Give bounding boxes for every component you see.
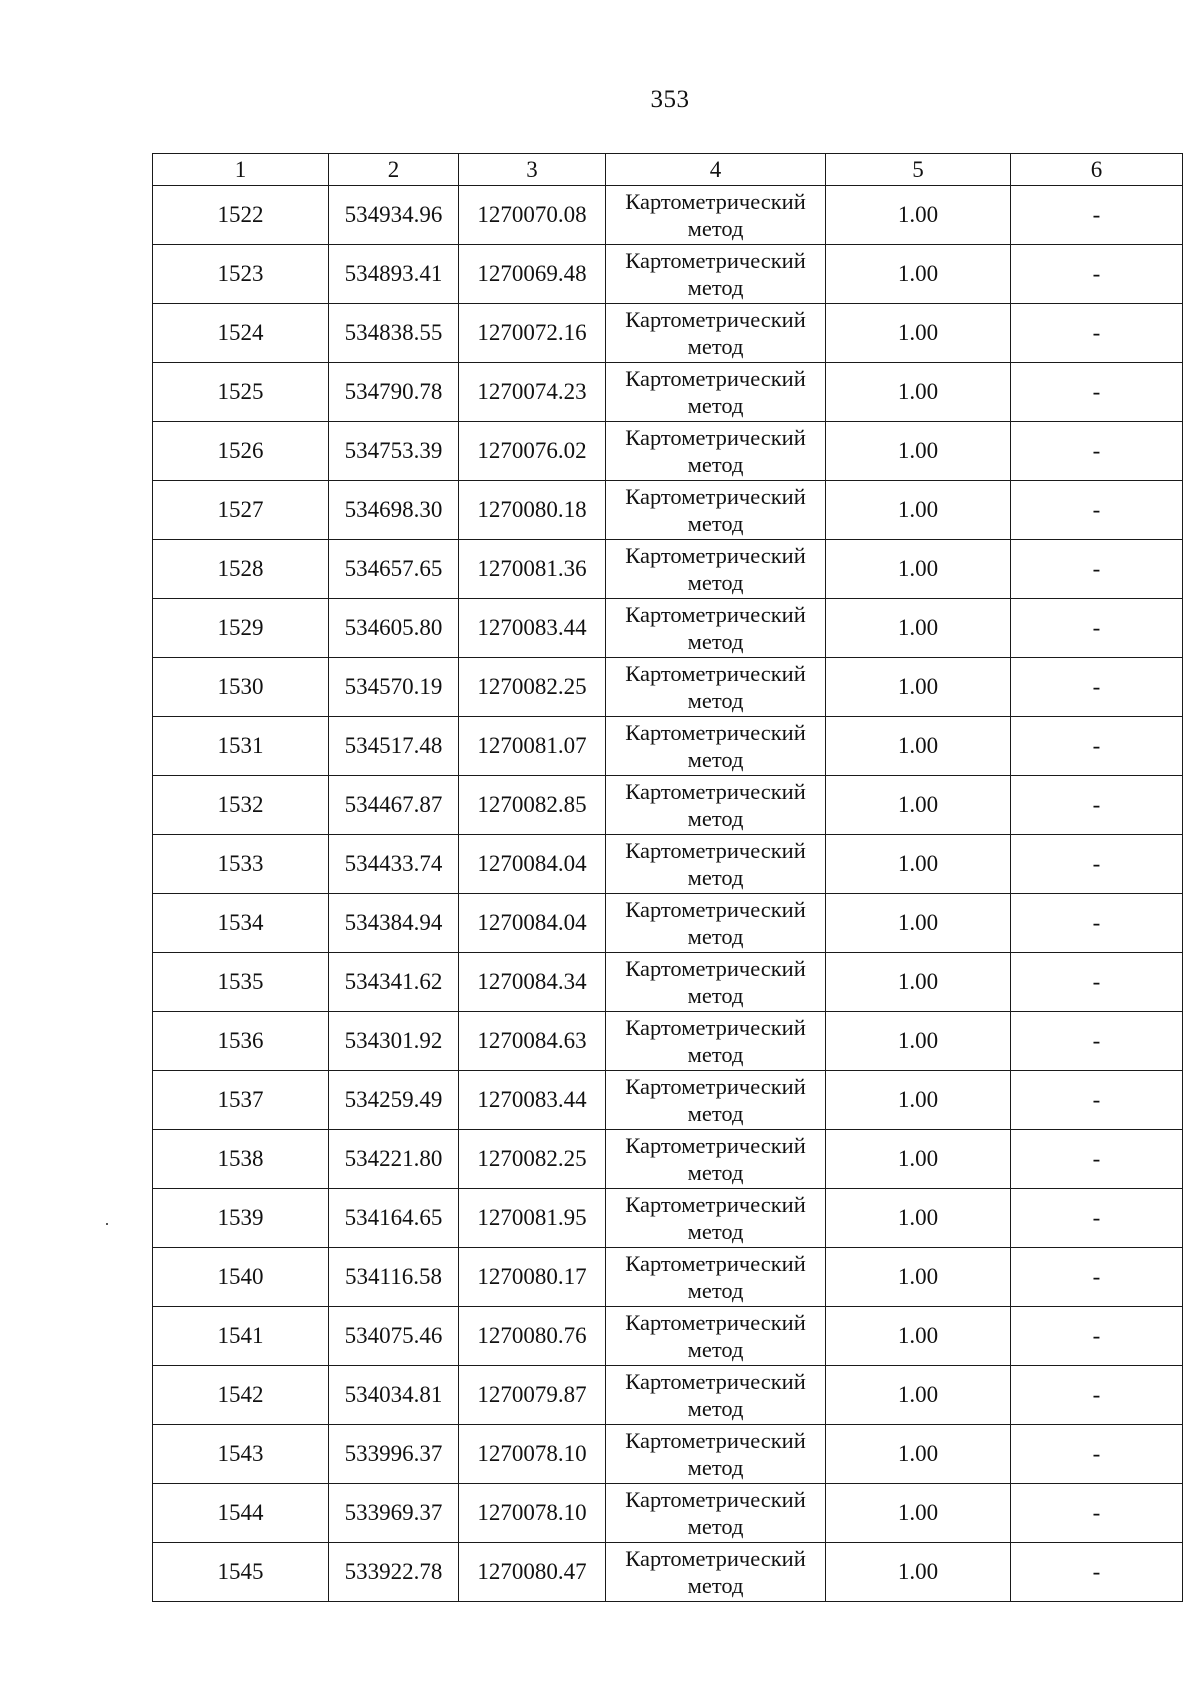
x-coordinate-cell: 534605.80 <box>329 599 459 658</box>
accuracy-cell: 1.00 <box>826 1130 1011 1189</box>
method-line-2: метод <box>687 983 744 1008</box>
point-number-cell: 1543 <box>153 1425 329 1484</box>
accuracy-cell: 1.00 <box>826 1425 1011 1484</box>
method-line-1: Картометрический <box>625 602 806 627</box>
method-line-2: метод <box>687 452 744 477</box>
method-line-2: метод <box>687 1455 744 1480</box>
method-line-1: Картометрический <box>625 425 806 450</box>
x-coordinate-cell: 534384.94 <box>329 894 459 953</box>
table-row <box>153 1248 1183 1307</box>
method-cell <box>606 540 826 599</box>
note-cell: - <box>1011 1307 1183 1366</box>
y-coordinate-cell: 1270072.16 <box>459 304 606 363</box>
x-coordinate-cell: 534838.55 <box>329 304 459 363</box>
table-row <box>153 1425 1183 1484</box>
method-cell <box>606 599 826 658</box>
point-number-cell: 1534 <box>153 894 329 953</box>
note-cell: - <box>1011 1189 1183 1248</box>
point-number-cell: 1538 <box>153 1130 329 1189</box>
method-cell <box>606 953 826 1012</box>
y-coordinate-cell: 1270082.85 <box>459 776 606 835</box>
method-line-1: Картометрический <box>625 248 806 273</box>
method-line-1: Картометрический <box>625 484 806 509</box>
table-row <box>153 245 1183 304</box>
note-cell: - <box>1011 658 1183 717</box>
note-cell: - <box>1011 1543 1183 1602</box>
y-coordinate-cell: 1270076.02 <box>459 422 606 481</box>
method-line-2: метод <box>687 1042 744 1067</box>
method-cell <box>606 186 826 245</box>
header-col-2: 2 <box>329 154 459 186</box>
x-coordinate-cell: 534034.81 <box>329 1366 459 1425</box>
table-row <box>153 835 1183 894</box>
note-cell: - <box>1011 304 1183 363</box>
y-coordinate-cell: 1270083.44 <box>459 1071 606 1130</box>
table-row <box>153 1130 1183 1189</box>
x-coordinate-cell: 534657.65 <box>329 540 459 599</box>
accuracy-cell: 1.00 <box>826 717 1011 776</box>
x-coordinate-cell: 534221.80 <box>329 1130 459 1189</box>
note-cell: - <box>1011 481 1183 540</box>
x-coordinate-cell: 533922.78 <box>329 1543 459 1602</box>
note-cell: - <box>1011 835 1183 894</box>
table-row <box>153 540 1183 599</box>
table-row <box>153 1366 1183 1425</box>
note-cell: - <box>1011 953 1183 1012</box>
point-number-cell: 1533 <box>153 835 329 894</box>
method-line-2: метод <box>687 629 744 654</box>
method-line-1: Картометрический <box>625 1133 806 1158</box>
accuracy-cell: 1.00 <box>826 1307 1011 1366</box>
accuracy-cell: 1.00 <box>826 894 1011 953</box>
method-line-2: метод <box>687 275 744 300</box>
table-row <box>153 186 1183 245</box>
method-line-1: Картометрический <box>625 1369 806 1394</box>
method-line-1: Картометрический <box>625 543 806 568</box>
note-cell: - <box>1011 1012 1183 1071</box>
note-cell: - <box>1011 1425 1183 1484</box>
method-cell <box>606 658 826 717</box>
x-coordinate-cell: 534433.74 <box>329 835 459 894</box>
x-coordinate-cell: 534698.30 <box>329 481 459 540</box>
accuracy-cell: 1.00 <box>826 776 1011 835</box>
y-coordinate-cell: 1270079.87 <box>459 1366 606 1425</box>
method-cell <box>606 776 826 835</box>
accuracy-cell: 1.00 <box>826 363 1011 422</box>
point-number-cell: 1522 <box>153 186 329 245</box>
point-number-cell: 1541 <box>153 1307 329 1366</box>
method-line-2: метод <box>687 570 744 595</box>
table-header <box>153 154 1183 186</box>
accuracy-cell: 1.00 <box>826 245 1011 304</box>
method-line-2: метод <box>687 1337 744 1362</box>
point-number-cell: 1529 <box>153 599 329 658</box>
point-number-cell: 1532 <box>153 776 329 835</box>
y-coordinate-cell: 1270082.25 <box>459 658 606 717</box>
method-line-2: метод <box>687 334 744 359</box>
method-line-2: метод <box>687 688 744 713</box>
accuracy-cell: 1.00 <box>826 1543 1011 1602</box>
y-coordinate-cell: 1270084.34 <box>459 953 606 1012</box>
accuracy-cell: 1.00 <box>826 1484 1011 1543</box>
x-coordinate-cell: 534934.96 <box>329 186 459 245</box>
method-line-1: Картометрический <box>625 838 806 863</box>
y-coordinate-cell: 1270080.47 <box>459 1543 606 1602</box>
table-row <box>153 481 1183 540</box>
method-cell <box>606 1366 826 1425</box>
method-cell <box>606 835 826 894</box>
y-coordinate-cell: 1270080.17 <box>459 1248 606 1307</box>
header-col-6: 6 <box>1011 154 1183 186</box>
x-coordinate-cell: 534164.65 <box>329 1189 459 1248</box>
method-line-1: Картометрический <box>625 1487 806 1512</box>
note-cell: - <box>1011 776 1183 835</box>
note-cell: - <box>1011 422 1183 481</box>
table-row <box>153 363 1183 422</box>
x-coordinate-cell: 534259.49 <box>329 1071 459 1130</box>
method-line-1: Картометрический <box>625 189 806 214</box>
table-row <box>153 717 1183 776</box>
method-cell <box>606 717 826 776</box>
point-number-cell: 1545 <box>153 1543 329 1602</box>
method-line-1: Картометрический <box>625 1015 806 1040</box>
method-cell <box>606 1307 826 1366</box>
y-coordinate-cell: 1270080.76 <box>459 1307 606 1366</box>
table-row <box>153 304 1183 363</box>
note-cell: - <box>1011 717 1183 776</box>
accuracy-cell: 1.00 <box>826 1189 1011 1248</box>
method-cell <box>606 1425 826 1484</box>
accuracy-cell: 1.00 <box>826 481 1011 540</box>
y-coordinate-cell: 1270078.10 <box>459 1484 606 1543</box>
method-line-2: метод <box>687 1101 744 1126</box>
note-cell: - <box>1011 1484 1183 1543</box>
method-line-2: метод <box>687 1514 744 1539</box>
method-line-2: метод <box>687 1219 744 1244</box>
y-coordinate-cell: 1270074.23 <box>459 363 606 422</box>
method-line-1: Картометрический <box>625 307 806 332</box>
table-row <box>153 776 1183 835</box>
x-coordinate-cell: 534790.78 <box>329 363 459 422</box>
accuracy-cell: 1.00 <box>826 422 1011 481</box>
point-number-cell: 1526 <box>153 422 329 481</box>
table-row <box>153 1484 1183 1543</box>
method-line-1: Картометрический <box>625 779 806 804</box>
header-row <box>153 154 1183 186</box>
point-number-cell: 1527 <box>153 481 329 540</box>
method-cell <box>606 422 826 481</box>
table-row <box>153 1543 1183 1602</box>
method-line-1: Картометрический <box>625 366 806 391</box>
point-number-cell: 1530 <box>153 658 329 717</box>
method-cell <box>606 1071 826 1130</box>
method-line-2: метод <box>687 865 744 890</box>
method-cell <box>606 894 826 953</box>
header-col-5: 5 <box>826 154 1011 186</box>
method-line-2: метод <box>687 1396 744 1421</box>
y-coordinate-cell: 1270081.95 <box>459 1189 606 1248</box>
accuracy-cell: 1.00 <box>826 953 1011 1012</box>
header-col-4: 4 <box>606 154 826 186</box>
method-line-2: метод <box>687 393 744 418</box>
accuracy-cell: 1.00 <box>826 1248 1011 1307</box>
accuracy-cell: 1.00 <box>826 1366 1011 1425</box>
point-number-cell: 1531 <box>153 717 329 776</box>
x-coordinate-cell: 534116.58 <box>329 1248 459 1307</box>
y-coordinate-cell: 1270084.63 <box>459 1012 606 1071</box>
accuracy-cell: 1.00 <box>826 540 1011 599</box>
point-number-cell: 1525 <box>153 363 329 422</box>
point-number-cell: 1528 <box>153 540 329 599</box>
x-coordinate-cell: 534467.87 <box>329 776 459 835</box>
y-coordinate-cell: 1270081.07 <box>459 717 606 776</box>
method-line-1: Картометрический <box>625 1074 806 1099</box>
y-coordinate-cell: 1270083.44 <box>459 599 606 658</box>
x-coordinate-cell: 534075.46 <box>329 1307 459 1366</box>
accuracy-cell: 1.00 <box>826 835 1011 894</box>
x-coordinate-cell: 534893.41 <box>329 245 459 304</box>
point-number-cell: 1535 <box>153 953 329 1012</box>
table-row <box>153 894 1183 953</box>
page-number: 353 <box>650 86 690 113</box>
method-line-1: Картометрический <box>625 1546 806 1571</box>
table-row <box>153 599 1183 658</box>
table-row <box>153 1012 1183 1071</box>
accuracy-cell: 1.00 <box>826 1071 1011 1130</box>
table-body <box>153 186 1183 1602</box>
table-row <box>153 422 1183 481</box>
y-coordinate-cell: 1270070.08 <box>459 186 606 245</box>
y-coordinate-cell: 1270078.10 <box>459 1425 606 1484</box>
point-number-cell: 1524 <box>153 304 329 363</box>
accuracy-cell: 1.00 <box>826 186 1011 245</box>
y-coordinate-cell: 1270082.25 <box>459 1130 606 1189</box>
note-cell: - <box>1011 186 1183 245</box>
method-cell <box>606 363 826 422</box>
method-line-2: метод <box>687 747 744 772</box>
method-cell <box>606 481 826 540</box>
point-number-cell: 1542 <box>153 1366 329 1425</box>
method-line-1: Картометрический <box>625 1192 806 1217</box>
table-row <box>153 1307 1183 1366</box>
method-cell <box>606 1484 826 1543</box>
x-coordinate-cell: 534517.48 <box>329 717 459 776</box>
scan-speck <box>106 1223 108 1225</box>
y-coordinate-cell: 1270069.48 <box>459 245 606 304</box>
accuracy-cell: 1.00 <box>826 304 1011 363</box>
note-cell: - <box>1011 245 1183 304</box>
note-cell: - <box>1011 894 1183 953</box>
y-coordinate-cell: 1270084.04 <box>459 894 606 953</box>
method-line-2: метод <box>687 1573 744 1598</box>
point-number-cell: 1536 <box>153 1012 329 1071</box>
point-number-cell: 1544 <box>153 1484 329 1543</box>
method-line-1: Картометрический <box>625 897 806 922</box>
note-cell: - <box>1011 1248 1183 1307</box>
header-col-1: 1 <box>153 154 329 186</box>
point-number-cell: 1539 <box>153 1189 329 1248</box>
coordinates-table <box>152 153 1183 1602</box>
note-cell: - <box>1011 599 1183 658</box>
x-coordinate-cell: 534301.92 <box>329 1012 459 1071</box>
method-cell <box>606 1543 826 1602</box>
method-line-2: метод <box>687 924 744 949</box>
y-coordinate-cell: 1270084.04 <box>459 835 606 894</box>
method-line-1: Картометрический <box>625 1251 806 1276</box>
method-cell <box>606 245 826 304</box>
accuracy-cell: 1.00 <box>826 658 1011 717</box>
method-line-1: Картометрический <box>625 956 806 981</box>
method-line-1: Картометрический <box>625 720 806 745</box>
note-cell: - <box>1011 1366 1183 1425</box>
note-cell: - <box>1011 363 1183 422</box>
table-row <box>153 1189 1183 1248</box>
x-coordinate-cell: 533969.37 <box>329 1484 459 1543</box>
method-line-2: метод <box>687 216 744 241</box>
y-coordinate-cell: 1270081.36 <box>459 540 606 599</box>
method-cell <box>606 1012 826 1071</box>
x-coordinate-cell: 534570.19 <box>329 658 459 717</box>
table-row <box>153 1071 1183 1130</box>
note-cell: - <box>1011 1130 1183 1189</box>
x-coordinate-cell: 534753.39 <box>329 422 459 481</box>
table-row <box>153 658 1183 717</box>
method-line-1: Картометрический <box>625 1310 806 1335</box>
point-number-cell: 1523 <box>153 245 329 304</box>
method-line-1: Картометрический <box>625 1428 806 1453</box>
method-cell <box>606 304 826 363</box>
method-line-2: метод <box>687 806 744 831</box>
method-line-2: метод <box>687 1160 744 1185</box>
header-col-3: 3 <box>459 154 606 186</box>
method-cell <box>606 1248 826 1307</box>
x-coordinate-cell: 534341.62 <box>329 953 459 1012</box>
method-line-1: Картометрический <box>625 661 806 686</box>
method-line-2: метод <box>687 511 744 536</box>
y-coordinate-cell: 1270080.18 <box>459 481 606 540</box>
method-cell <box>606 1189 826 1248</box>
method-line-2: метод <box>687 1278 744 1303</box>
accuracy-cell: 1.00 <box>826 1012 1011 1071</box>
table-row <box>153 953 1183 1012</box>
note-cell: - <box>1011 1071 1183 1130</box>
point-number-cell: 1540 <box>153 1248 329 1307</box>
x-coordinate-cell: 533996.37 <box>329 1425 459 1484</box>
point-number-cell: 1537 <box>153 1071 329 1130</box>
note-cell: - <box>1011 540 1183 599</box>
accuracy-cell: 1.00 <box>826 599 1011 658</box>
method-cell <box>606 1130 826 1189</box>
